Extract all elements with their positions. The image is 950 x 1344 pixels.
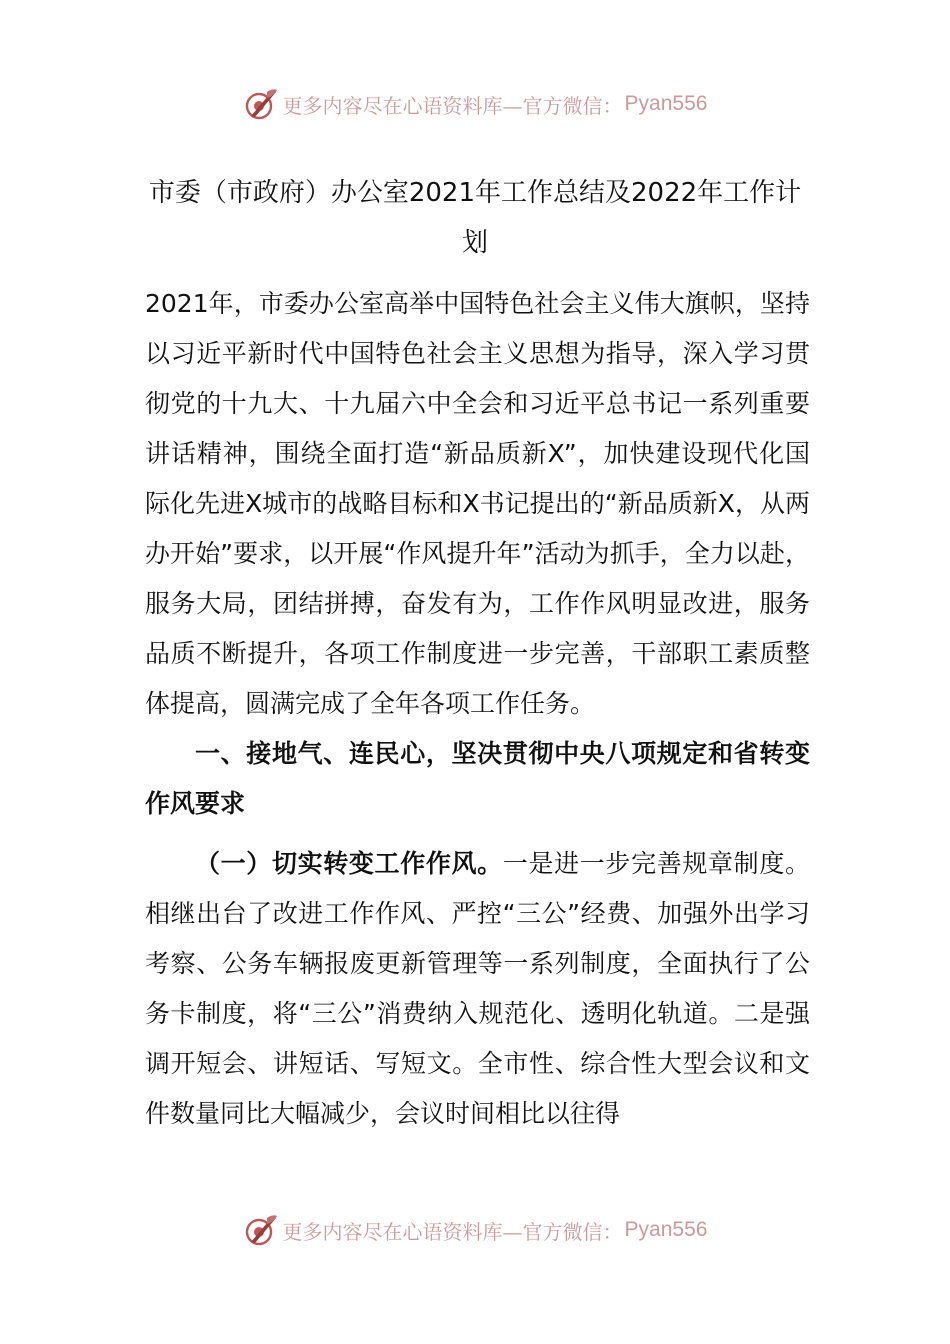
- watermark-wechat-id: Pyan556: [624, 1218, 708, 1241]
- watermark-wechat-id: Pyan556: [624, 92, 708, 115]
- footer-watermark: [0, 1210, 950, 1250]
- quill-logo-icon: [243, 86, 279, 122]
- subsection-paragraph-1: [145, 839, 810, 1139]
- subsection-body-1: 一是进一步完善规章制度。相继出台了改进工作作风、严控“三公”经费、加强外出学习考察、公务车辆报废更新管理等一系列制度，全面执行了公务卡制度，将“三公”消费纳入规范化、透明化轨道。二是强调开短会、讲短话、写短文。全市性、综合性大型会议和文件数量同比大幅减少，会议时间相比以往得: [145, 849, 810, 1128]
- quill-logo-icon: [243, 1212, 279, 1248]
- watermark-text: 更多内容尽在心语资料库—官方微信：: [282, 1219, 623, 1244]
- document-title: 市委（市政府）办公室2021年工作总结及2022年工作计划: [148, 178, 802, 258]
- intro-paragraph: 2021年，市委办公室高举中国特色社会主义伟大旗帜，坚持以习近平新时代中国特色社会主义思想为指导，深入学习贯彻党的十九大、十九届六中全会和习近平总书记一系列重要讲话精神，围绕全面打造“新品质新X”，加快建设现代化国际化先进X城市的战略目标和X书记提出的“新品质新X，从两办开始”要求，以开展“作风提升年”活动为抓手，全力以赴，服务大局，团结拼搏，奋发有为，工作作风明显改进，服务品质不断提升，各项工作制度进一步完善，干部职工素质整体提高，圆满完成了全年各项工作任务。: [145, 289, 810, 718]
- section-heading-1: 一、接地气、连民心，坚决贯彻中央八项规定和省转变作风要求: [145, 739, 810, 818]
- header-watermark: [0, 84, 950, 124]
- watermark-text: 更多内容尽在心语资料库—官方微信：: [282, 93, 623, 118]
- subsection-lead-1: （一）切实转变工作作风。: [195, 849, 503, 878]
- document-body: [145, 279, 810, 1139]
